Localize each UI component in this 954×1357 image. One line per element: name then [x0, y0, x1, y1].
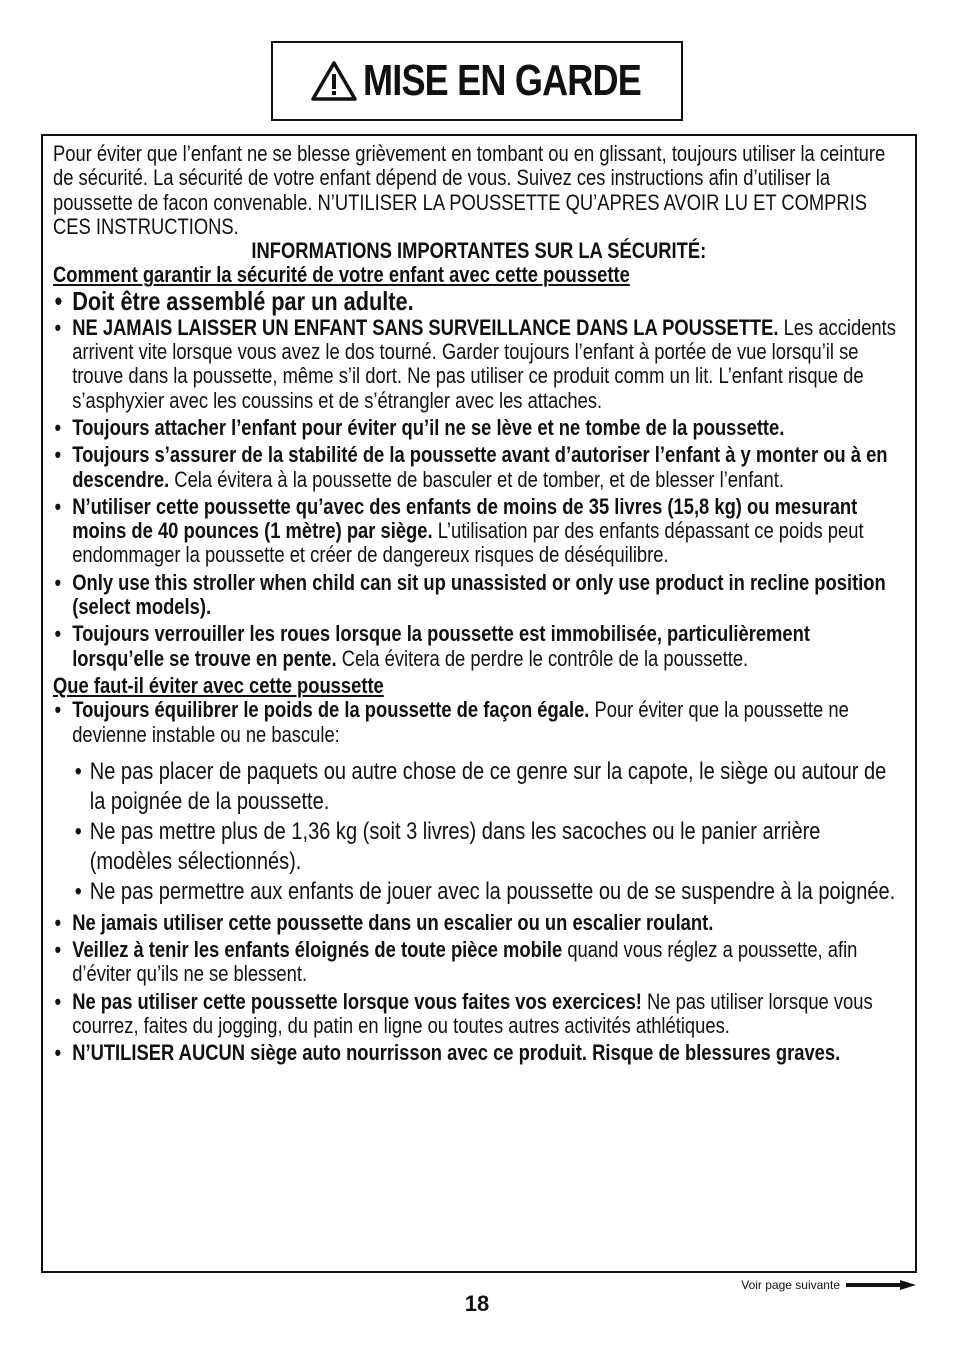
item-text: Cela évitera de perdre le contrôle de la poussette.	[336, 645, 749, 671]
page-title: MISE EN GARDE	[363, 56, 642, 105]
section-heading-avoid: Que faut-il éviter avec cette poussette	[53, 672, 384, 698]
bullet: •	[74, 877, 82, 905]
bullet: •	[54, 442, 62, 468]
warning-content	[53, 142, 905, 1069]
list-item	[53, 1041, 905, 1065]
warning-content-box	[41, 134, 917, 1273]
list-item	[53, 938, 905, 987]
bullet: •	[54, 937, 62, 963]
list-item	[53, 571, 905, 620]
list-item	[53, 285, 905, 316]
item-bold-text: Doit être assemblé par un adulte.	[72, 285, 414, 316]
list-item	[53, 495, 905, 568]
bullet: •	[74, 757, 82, 785]
item-text: quand vous réglez a poussette, afin d’éviter qu’ils ne se blessent.	[72, 937, 858, 987]
sub-item-text: Ne pas placer de paquets ou autre chose de ce genre sur la capote, le siège ou autour de la poignée de la poussette.	[89, 757, 887, 815]
sub-list	[73, 757, 905, 907]
sub-list-item	[73, 817, 905, 877]
page-number: 18	[464, 1291, 490, 1316]
bullet: •	[54, 1040, 62, 1066]
important-heading: INFORMATIONS IMPORTANTES SUR LA SÉCURITÉ:	[251, 238, 707, 264]
list-item	[53, 911, 905, 935]
sub-item-text: Ne pas permettre aux enfants de jouer avec la poussette ou de se suspendre à la poignée.	[89, 877, 896, 905]
bullet: •	[54, 621, 62, 647]
item-bold-text: N’UTILISER AUCUN siège auto nourrisson avec ce produit. Risque de blessures graves.	[72, 1040, 841, 1066]
next-page-link[interactable]	[741, 1278, 916, 1292]
warning-triangle-icon	[311, 60, 357, 102]
bullet: •	[54, 569, 62, 595]
bullet: •	[54, 285, 63, 316]
bullet: •	[54, 988, 62, 1014]
bullet: •	[54, 414, 62, 440]
list-item	[53, 622, 905, 671]
list-item	[53, 698, 905, 747]
arrow-right-icon	[846, 1280, 916, 1290]
item-bold-text: NE JAMAIS LAISSER UN ENFANT SANS SURVEILLANCE DANS LA POUSSETTE.	[72, 314, 779, 340]
item-bold-text: Ne pas utiliser cette poussette lorsque vous faites vos exercices!	[72, 988, 642, 1014]
item-text: Ne pas utiliser lorsque vous courrez, faites du jogging, du patin en ligne ou toutes autres activités athlétiques.	[72, 988, 873, 1039]
bullet: •	[74, 817, 82, 845]
bullet: •	[54, 493, 62, 519]
list-item	[53, 316, 905, 413]
section-heading-safety: Comment garantir la sécurité de votre enfant avec cette poussette	[53, 262, 630, 288]
next-page-label: Voir page suivante	[741, 1278, 840, 1292]
item-bold-text: Only use this stroller when child can sit up unassisted or only use product in recline position (select models).	[72, 569, 886, 620]
intro-paragraph: Pour éviter que l’enfant ne se blesse grièvement en tombant ou en glissant, toujours utiliser la ceinture de sécurité. La sécurité de votre enfant dépend de vous. Suivez ces instructions afin d’utiliser la poussette de facon convenable. N’UTILISER LA POUSSETTE QU’APRES AVOIR LU ET COMPRIS CES INSTRUCTIONS.	[53, 141, 886, 239]
item-bold-text: N’utiliser cette poussette qu’avec des enfants de moins de 35 livres (15,8 kg) ou mesurant moins de 40 pounces (1 mètre) par siège.	[72, 493, 858, 544]
item-bold-text: Toujours attacher l’enfant pour éviter qu’il ne se lève et ne tombe de la poussette.	[72, 414, 785, 440]
item-text: Les accidents arrivent vite lorsque vous avez le dos tourné. Garder toujours l’enfant à portée de vue lorsqu’il se trouve dans la poussette, même s’il dort. Ne pas utiliser ce produit comm un lit. L’enfant risque de s’asphyxier avec les coussins et de s’étrangler avec les attaches.	[72, 314, 896, 413]
item-text: L’utilisation par des enfants dépassant ce poids peut endommager la poussette et créer de dangereux risques de déséquilibre.	[72, 518, 864, 568]
list-item	[53, 990, 905, 1039]
item-bold-text: Toujours verrouiller les roues lorsque la poussette est immobilisée, particulièrement lorsqu’elle se trouve en pente.	[72, 621, 810, 671]
item-bold-text: Ne jamais utiliser cette poussette dans un escalier ou un escalier roulant.	[72, 909, 714, 935]
bullet: •	[54, 314, 62, 340]
item-bold-text: Toujours s’assurer de la stabilité de la poussette avant d’autoriser l’enfant à y monter ou à en descendre.	[72, 442, 888, 492]
warning-title-box	[271, 41, 683, 121]
bullet: •	[54, 697, 62, 723]
item-text: Pour éviter que la poussette ne devienne instable ou ne bascule:	[72, 697, 849, 747]
item-bold-text: Veillez à tenir les enfants éloignés de toute pièce mobile	[72, 937, 563, 963]
sub-list-item	[73, 757, 905, 817]
list-item	[53, 416, 905, 440]
item-bold-text: Toujours équilibrer le poids de la poussette de façon égale.	[72, 697, 590, 723]
item-text: Cela évitera à la poussette de basculer et de tomber, et de blesser l’enfant.	[169, 466, 784, 492]
sub-item-text: Ne pas mettre plus de 1,36 kg (soit 3 livres) dans les sacoches ou le panier arrière (modèles sélectionnés).	[89, 817, 821, 875]
bullet: •	[54, 909, 62, 935]
sub-list-item	[73, 877, 905, 907]
list-item	[53, 443, 905, 492]
